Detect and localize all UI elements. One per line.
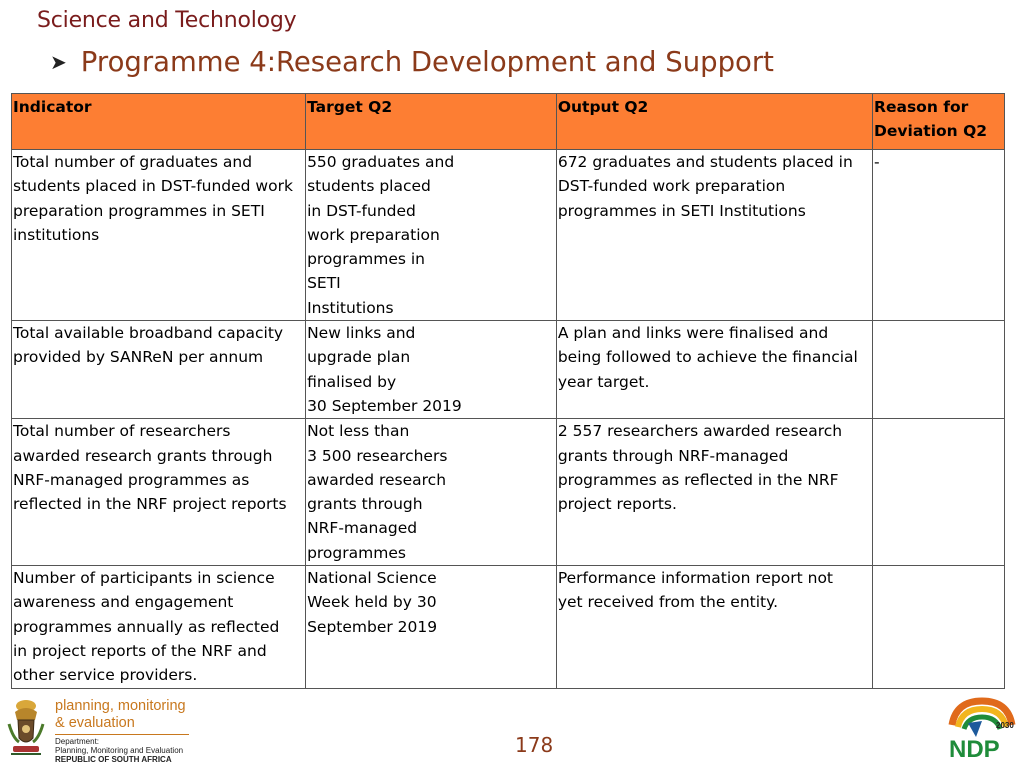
target-line: New links and bbox=[307, 324, 416, 343]
dpme-logo-rule bbox=[55, 734, 189, 735]
target-line: programmes in bbox=[307, 250, 425, 269]
cell-output bbox=[556, 321, 872, 419]
output-line: programmes in SETI Institutions bbox=[557, 201, 806, 220]
output-line: 672 graduates and students placed in bbox=[557, 153, 853, 171]
output-line: yet received from the entity. bbox=[557, 593, 779, 612]
header-target: Target Q2 bbox=[306, 94, 557, 150]
indicator-line: Total available broadband capacity bbox=[13, 324, 284, 343]
table-row bbox=[12, 419, 1005, 566]
target-line: students placed bbox=[307, 177, 431, 196]
table-row bbox=[12, 150, 1005, 321]
dpme-logo-line1: planning, monitoring bbox=[55, 698, 186, 714]
target-line: work preparation bbox=[307, 225, 440, 244]
ndp-text: NDP bbox=[949, 736, 1000, 761]
indicator-line: preparation programmes in SETI bbox=[13, 201, 265, 220]
cell-target bbox=[306, 566, 557, 688]
output-line: being followed to achieve the financial bbox=[557, 348, 858, 367]
target-line: 3 500 researchers bbox=[307, 446, 448, 465]
header-indicator: Indicator bbox=[12, 94, 306, 150]
target-line: finalised by bbox=[307, 372, 397, 391]
indicator-line: provided by SANReN per annum bbox=[13, 348, 264, 367]
dpme-logo bbox=[5, 698, 189, 764]
dpme-logo-line2: & evaluation bbox=[55, 715, 135, 731]
slide-section-title: Science and Technology bbox=[37, 8, 297, 33]
ndp-logo-icon bbox=[946, 697, 1018, 761]
target-line: 30 September 2019 bbox=[307, 396, 462, 415]
table-row bbox=[12, 566, 1005, 688]
cell-indicator bbox=[12, 566, 306, 688]
dpme-logo-text bbox=[55, 698, 189, 764]
header-output: Output Q2 bbox=[556, 94, 872, 150]
arrow-bullet-icon: ➤ bbox=[50, 50, 67, 74]
cell-output bbox=[556, 150, 872, 321]
indicator-line: reflected in the NRF project reports bbox=[13, 495, 287, 514]
output-line: project reports. bbox=[557, 495, 677, 514]
output-line: 2 557 researchers awarded research bbox=[557, 422, 843, 441]
target-line: NRF-managed bbox=[307, 519, 418, 538]
target-line: upgrade plan bbox=[307, 348, 411, 367]
target-line: Institutions bbox=[307, 298, 394, 317]
target-line: SETI bbox=[307, 274, 341, 293]
header-reason: Reason for Deviation Q2 bbox=[873, 94, 1005, 150]
cell-reason bbox=[873, 321, 1005, 419]
indicator-line: students placed in DST-funded work bbox=[13, 177, 293, 196]
target-line: Week held by 30 bbox=[307, 593, 437, 612]
target-line: September 2019 bbox=[307, 617, 438, 636]
indicator-line: NRF-managed programmes as bbox=[13, 470, 250, 489]
output-line: year target. bbox=[557, 372, 650, 391]
output-line: programmes as reflected in the NRF bbox=[557, 470, 839, 489]
cell-indicator bbox=[12, 419, 306, 566]
indicator-line: Total number of graduates and bbox=[13, 153, 253, 171]
cell-indicator bbox=[12, 321, 306, 419]
output-line: grants through NRF-managed bbox=[557, 446, 789, 465]
target-line: in DST-funded bbox=[307, 201, 416, 220]
dpme-dept-label: Department: bbox=[55, 737, 100, 746]
programme-title-text: Programme 4:Research Development and Support bbox=[80, 46, 774, 78]
indicator-line: awarded research grants through bbox=[13, 446, 273, 465]
indicator-line: Total number of researchers bbox=[13, 422, 231, 441]
indicator-line: programmes annually as reflected bbox=[13, 617, 280, 636]
output-line: Performance information report not bbox=[557, 569, 834, 588]
indicator-line: institutions bbox=[13, 225, 100, 244]
indicator-line: Number of participants in science bbox=[13, 569, 275, 588]
cell-target bbox=[306, 321, 557, 419]
target-line: grants through bbox=[307, 495, 423, 514]
target-line: awarded research bbox=[307, 470, 447, 489]
cell-output bbox=[556, 419, 872, 566]
cell-output bbox=[556, 566, 872, 688]
cell-reason bbox=[873, 566, 1005, 688]
indicator-line: awareness and engagement bbox=[13, 593, 234, 612]
dpme-dept-name: Planning, Monitoring and Evaluation bbox=[55, 746, 184, 755]
cell-target bbox=[306, 419, 557, 566]
target-line: programmes bbox=[307, 543, 406, 562]
page-number: 178 bbox=[515, 733, 554, 757]
dpme-country: REPUBLIC OF SOUTH AFRICA bbox=[55, 755, 172, 764]
cell-target bbox=[306, 150, 557, 321]
ndp-year: 2030 bbox=[996, 721, 1014, 730]
target-line: National Science bbox=[307, 569, 437, 588]
performance-table bbox=[11, 93, 1005, 689]
table-header-row bbox=[12, 94, 1005, 150]
target-line: Not less than bbox=[307, 422, 410, 441]
output-line: A plan and links were finalised and bbox=[557, 324, 829, 343]
coat-of-arms-icon bbox=[5, 698, 47, 758]
target-line: 550 graduates and bbox=[307, 153, 455, 171]
indicator-line: in project reports of the NRF and bbox=[13, 641, 267, 660]
indicator-line: other service providers. bbox=[13, 666, 198, 685]
cell-reason: - bbox=[873, 150, 1005, 321]
output-line: DST-funded work preparation bbox=[557, 177, 786, 196]
programme-title bbox=[50, 46, 774, 78]
cell-indicator bbox=[12, 150, 306, 321]
cell-reason bbox=[873, 419, 1005, 566]
table-row bbox=[12, 321, 1005, 419]
